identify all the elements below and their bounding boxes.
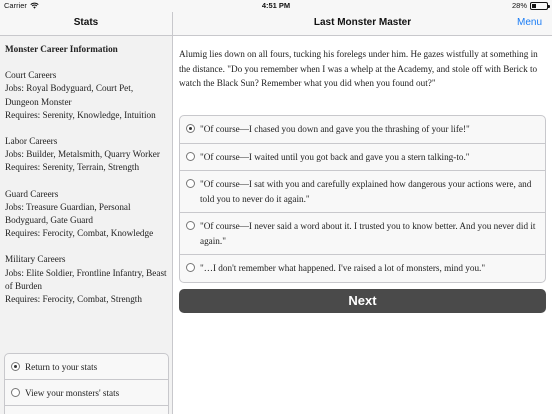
career-jobs: Jobs: Treasure Guardian, Personal Bodyguard, Gate Guard [5, 201, 131, 226]
career-requires: Requires: Serenity, Knowledge, Intuition [5, 109, 156, 120]
sidebar-heading: Monster Career Information [5, 44, 118, 54]
career-requires: Requires: Serenity, Terrain, Strength [5, 162, 140, 173]
career-block [5, 188, 167, 241]
career-name: Court Careers [5, 70, 57, 81]
status-time: 4:51 PM [261, 1, 291, 10]
status-bar [0, 0, 552, 12]
radio-icon[interactable] [186, 263, 195, 272]
career-requires: Requires: Ferocity, Combat, Knowledge [5, 228, 154, 239]
battery-icon [530, 2, 548, 10]
career-jobs: Jobs: Royal Bodyguard, Court Pet, Dungeon Monster [5, 83, 134, 107]
option-label: Return to your stats [25, 361, 98, 372]
choice-option[interactable] [180, 213, 545, 255]
return-to-stats-option[interactable] [5, 354, 168, 380]
career-jobs: Jobs: Elite Soldier, Frontline Infantry, Beast of Burden [5, 267, 167, 291]
status-right [512, 1, 548, 10]
choice-label: "…I don't remember what happened. I've raised a lot of monsters, mind you." [200, 263, 486, 273]
radio-icon[interactable] [186, 152, 195, 161]
choice-option[interactable] [180, 255, 545, 282]
career-block [5, 135, 167, 175]
stats-nav-bar [0, 12, 173, 36]
radio-selected-icon[interactable] [186, 124, 195, 133]
career-name: Labor Careers [5, 136, 58, 147]
view-monsters-stats-option[interactable] [5, 380, 168, 406]
career-block [5, 253, 167, 306]
choice-option[interactable] [180, 116, 545, 144]
choice-label: "Of course—I waited until you got back and gave you a stern talking-to." [200, 151, 470, 162]
game-title: Last Monster Master [313, 17, 412, 28]
story-text: Alumig lies down on all fours, tucking his forelegs under him. He gazes wistfully at something in the distance. "Do you remember when I was a whelp at the Academy, and stole off with Berick to watch the Black Sun? Remember what you did when you found out?" [179, 49, 538, 88]
stats-sidebar[interactable] [0, 36, 173, 414]
radio-icon[interactable] [186, 179, 195, 188]
choice-label: "Of course—I sat with you and carefully explained how dangerous your actions were, and told you to never do it again." [200, 179, 532, 204]
radio-selected-icon[interactable] [11, 362, 20, 371]
battery-percent: 28% [511, 1, 527, 10]
sidebar-content [0, 36, 172, 306]
career-requires: Requires: Ferocity, Combat, Strength [5, 294, 142, 305]
career-block [5, 69, 167, 122]
battery-fill [532, 4, 536, 8]
sidebar-option-partial[interactable] [5, 406, 168, 414]
radio-icon[interactable] [186, 221, 195, 230]
choice-label: "Of course—I never said a word about it. I trusted you to know better. And you never did it again." [200, 221, 536, 246]
menu-button[interactable]: Menu [516, 17, 542, 28]
next-button[interactable]: Next [179, 289, 546, 313]
choice-list [179, 115, 546, 283]
choice-option[interactable] [180, 144, 545, 172]
career-jobs: Jobs: Builder, Metalsmith, Quarry Worker [5, 149, 160, 160]
career-name: Military Careers [5, 254, 66, 265]
sidebar-options [4, 353, 169, 414]
choice-label: "Of course—I chased you down and gave you the thrashing of your life!" [200, 124, 470, 134]
option-label: View your monsters' stats [25, 387, 120, 398]
radio-icon[interactable] [11, 388, 20, 397]
choice-option[interactable] [180, 171, 545, 213]
story-panel [174, 36, 552, 414]
stats-title: Stats [73, 17, 99, 28]
career-name: Guard Careers [5, 188, 59, 199]
carrier-label: Carrier [4, 1, 27, 10]
game-nav-bar [173, 12, 552, 36]
